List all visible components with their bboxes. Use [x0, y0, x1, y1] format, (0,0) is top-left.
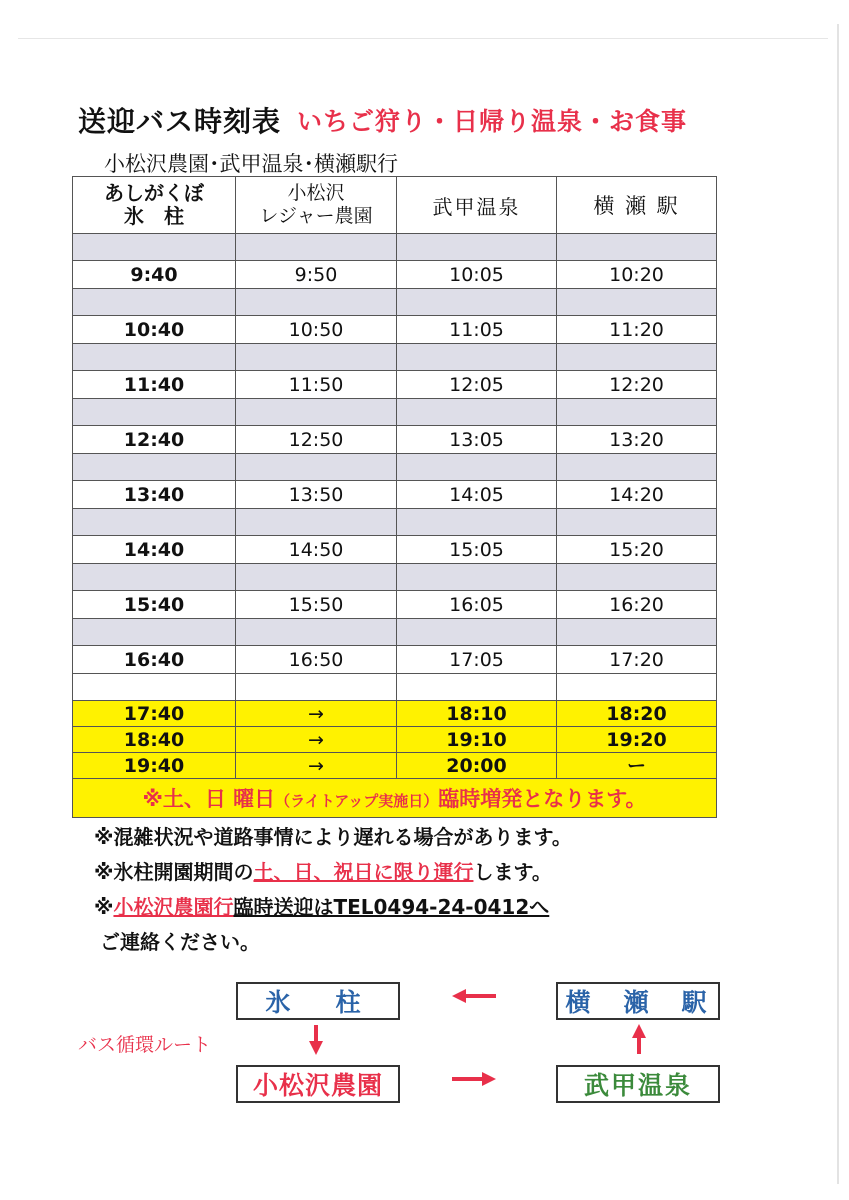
timetable	[72, 176, 717, 818]
note-contact	[94, 890, 572, 925]
arrow-up-icon	[631, 1024, 647, 1054]
spacer-cell	[557, 344, 717, 371]
arrow-down-icon	[308, 1025, 324, 1055]
time-cell: →	[236, 727, 397, 753]
spacer-cell	[73, 344, 236, 371]
col-header-yokose	[557, 177, 717, 234]
spacer-cell	[557, 289, 717, 316]
extra-note-text: ※土、日 曜日	[142, 787, 276, 811]
route-heading: 小松沢農園･武甲温泉･横瀬駅行	[104, 152, 398, 176]
time-cell: 14:05	[397, 481, 557, 509]
note-delay: ※混雑状況や道路事情により遅れる場合があります。	[94, 825, 572, 849]
time-cell: 10:40	[73, 316, 236, 344]
spacer-cell	[397, 399, 557, 426]
table-row	[73, 316, 717, 344]
spacer-cell	[236, 454, 397, 481]
extra-note-row	[73, 779, 717, 818]
note-phone: 臨時送迎はTEL0494-24-0412へ	[233, 895, 550, 919]
spacer-cell	[397, 234, 557, 261]
spacer-cell	[397, 289, 557, 316]
timetable-body	[73, 234, 717, 818]
time-cell: 13:20	[557, 426, 717, 454]
time-cell: 12:20	[557, 371, 717, 399]
spacer-cell	[236, 289, 397, 316]
spacer-cell	[397, 454, 557, 481]
spacer-row	[73, 454, 717, 481]
extra-row	[73, 701, 717, 727]
time-cell: →	[236, 701, 397, 727]
spacer-cell	[236, 234, 397, 261]
time-cell: 17:40	[73, 701, 236, 727]
spacer-cell	[397, 564, 557, 591]
time-cell: 13:40	[73, 481, 236, 509]
table-row	[73, 591, 717, 619]
time-cell: 11:05	[397, 316, 557, 344]
loop-label: バス循環ルート	[78, 1034, 212, 1056]
time-cell: 18:40	[73, 727, 236, 753]
time-cell: 12:50	[236, 426, 397, 454]
spacer-row	[73, 509, 717, 536]
page-edge	[837, 24, 839, 1184]
notes	[94, 820, 572, 960]
page-title: 送迎バス時刻表	[78, 105, 282, 138]
table-row	[73, 426, 717, 454]
time-cell: 16:50	[236, 646, 397, 674]
spacer-row	[73, 564, 717, 591]
time-cell: 16:20	[557, 591, 717, 619]
time-cell: 17:20	[557, 646, 717, 674]
table-row	[73, 481, 717, 509]
spacer-row	[73, 619, 717, 646]
time-cell: 9:50	[236, 261, 397, 289]
time-cell: 10:05	[397, 261, 557, 289]
time-cell: 15:50	[236, 591, 397, 619]
note-text: ※	[94, 895, 114, 919]
time-cell: 11:50	[236, 371, 397, 399]
time-cell: 13:05	[397, 426, 557, 454]
spacer-cell	[397, 344, 557, 371]
note-text: ※氷柱開園期間の	[94, 860, 254, 884]
col-header-farm	[236, 177, 397, 234]
spacer-cell	[397, 509, 557, 536]
spacer-cell	[557, 674, 717, 701]
spacer-cell	[557, 454, 717, 481]
time-cell: 14:20	[557, 481, 717, 509]
time-cell: 18:10	[397, 701, 557, 727]
time-cell: 11:40	[73, 371, 236, 399]
spacer-cell	[73, 674, 236, 701]
note-text: します。	[473, 860, 552, 884]
time-cell: 14:40	[73, 536, 236, 564]
stop-farm: 小松沢農園	[236, 1065, 400, 1103]
top-rule	[18, 38, 828, 39]
time-cell: 12:05	[397, 371, 557, 399]
extra-row	[73, 727, 717, 753]
table-row	[73, 536, 717, 564]
col-header-line: 小松沢	[287, 182, 345, 204]
col-header-line: あしがくぼ	[104, 181, 204, 205]
spacer-cell	[557, 564, 717, 591]
spacer-cell	[73, 289, 236, 316]
note-highlight: 小松沢農園行	[113, 895, 234, 919]
spacer-cell	[73, 564, 236, 591]
table-row	[73, 371, 717, 399]
spacer-row	[73, 289, 717, 316]
table-row	[73, 261, 717, 289]
col-header-line: 氷 柱	[124, 204, 184, 228]
spacer-cell	[236, 344, 397, 371]
time-cell: 15:20	[557, 536, 717, 564]
title-row	[78, 100, 687, 140]
spacer-cell	[73, 619, 236, 646]
time-cell: 14:50	[236, 536, 397, 564]
spacer-cell	[236, 674, 397, 701]
col-header-onsen	[397, 177, 557, 234]
time-cell: 11:20	[557, 316, 717, 344]
spacer-cell	[236, 399, 397, 426]
spacer-cell	[73, 454, 236, 481]
time-cell: 16:40	[73, 646, 236, 674]
extra-note-cell	[73, 779, 717, 818]
table-row	[73, 646, 717, 674]
time-cell: 18:20	[557, 701, 717, 727]
stop-yokose: 横 瀬 駅	[556, 982, 720, 1020]
extra-note-text: 臨時増発となります。	[438, 787, 647, 811]
timetable-header	[73, 177, 717, 234]
spacer-cell	[397, 619, 557, 646]
time-cell: 13:50	[236, 481, 397, 509]
col-header-line: レジャー農園	[259, 205, 373, 227]
spacer-cell	[236, 619, 397, 646]
note-contact-end: ご連絡ください。	[100, 930, 260, 954]
spacer-cell	[236, 564, 397, 591]
spacer-cell	[73, 399, 236, 426]
spacer-cell	[236, 509, 397, 536]
time-cell: 9:40	[73, 261, 236, 289]
extra-row	[73, 753, 717, 779]
spacer-cell	[557, 399, 717, 426]
arrow-left-icon	[452, 988, 496, 1004]
time-cell: 19:10	[397, 727, 557, 753]
spacer-cell	[557, 509, 717, 536]
page-subtitle: いちご狩り・日帰り温泉・お食事	[297, 107, 688, 136]
spacer-row	[73, 674, 717, 701]
col-header-line: 武甲温泉	[432, 194, 521, 219]
time-cell: 15:05	[397, 536, 557, 564]
col-header-line: 横 瀬 駅	[593, 194, 680, 218]
time-cell: 19:40	[73, 753, 236, 779]
spacer-cell	[557, 619, 717, 646]
spacer-row	[73, 399, 717, 426]
spacer-row	[73, 234, 717, 261]
stop-onsen: 武甲温泉	[556, 1065, 720, 1103]
time-cell: 19:20	[557, 727, 717, 753]
note-highlight: 土、日、祝日に限り運行	[253, 860, 474, 884]
note-operation	[94, 855, 572, 890]
spacer-cell	[73, 509, 236, 536]
stop-hikage: 氷 柱	[236, 982, 400, 1020]
time-cell: 15:40	[73, 591, 236, 619]
time-cell: 12:40	[73, 426, 236, 454]
time-cell: 10:20	[557, 261, 717, 289]
time-cell: 10:50	[236, 316, 397, 344]
col-header-hikage	[73, 177, 236, 234]
spacer-cell	[557, 234, 717, 261]
time-cell: 16:05	[397, 591, 557, 619]
spacer-cell	[397, 674, 557, 701]
time-cell: 20:00	[397, 753, 557, 779]
spacer-cell	[73, 234, 236, 261]
extra-note-small: （ライトアップ実施日）	[275, 792, 439, 810]
time-cell: ー	[557, 753, 717, 779]
time-cell: →	[236, 753, 397, 779]
arrow-right-icon	[452, 1071, 496, 1087]
time-cell: 17:05	[397, 646, 557, 674]
spacer-row	[73, 344, 717, 371]
